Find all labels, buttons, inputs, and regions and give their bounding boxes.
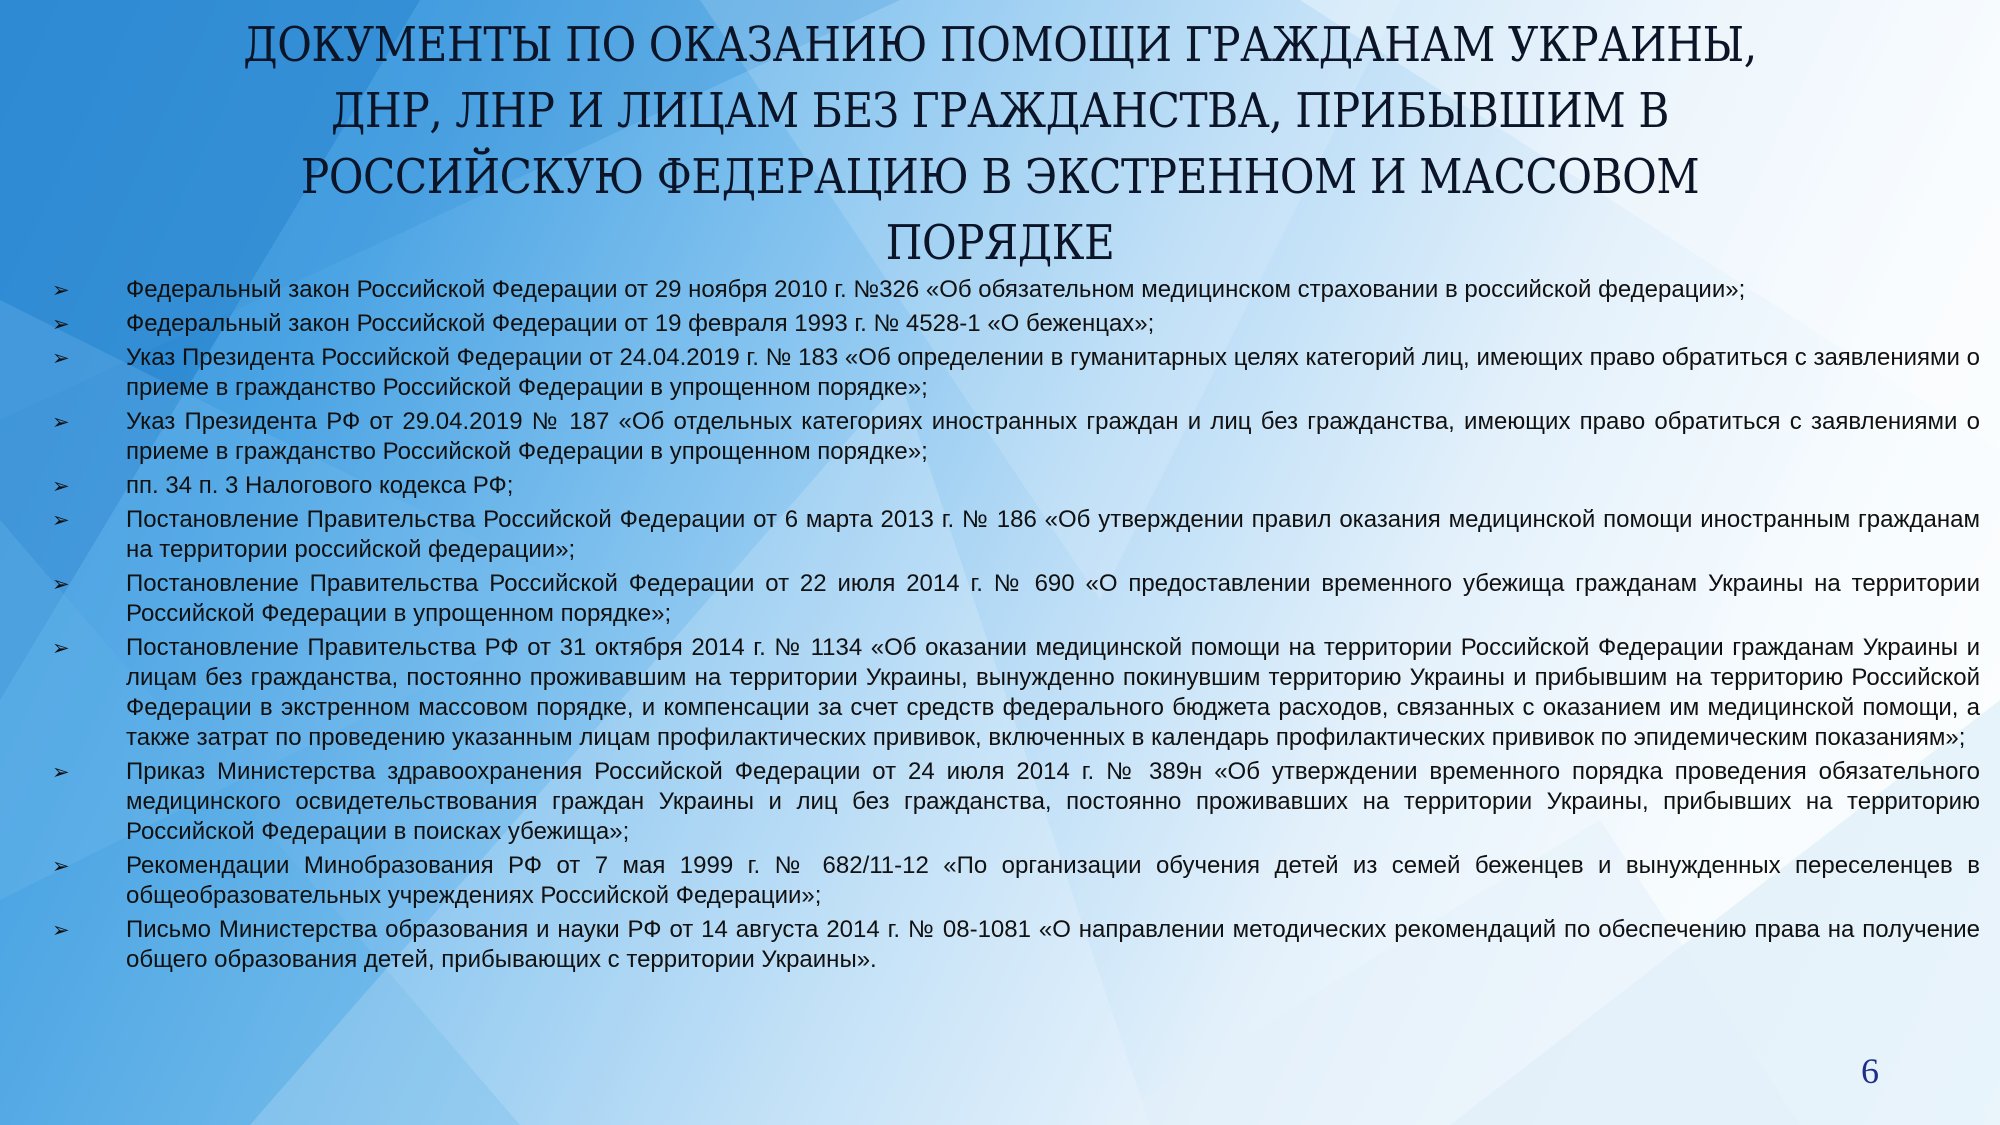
arrowhead-bullet-icon: ➢: [52, 918, 70, 942]
arrowhead-bullet-icon: ➢: [52, 854, 70, 878]
document-text: Постановление Правительства РФ от 31 октября 2014 г. № 1134 «Об оказании медицинской помощи на территории Российской Федерации гражданам Украины и лицам без гражданства, постоянно проживавшим на территории Украины, вынужденно покинувшим территорию Украины и прибывшим на территорию Российской Федерации в экстренном массовом порядке, и компенсации за счет средств федерального бюджета расходов, связанных с оказанием им медицинской помощи, а также затрат по проведению указанным лицам профилактических прививок, включенных в календарь профилактических прививок по эпидемическим показаниям»;: [126, 634, 1980, 751]
page-number: 6: [1861, 1051, 1879, 1091]
list-item: [30, 471, 1980, 501]
document-text: пп. 34 п. 3 Налогового кодекса РФ;: [126, 472, 514, 499]
document-list: [30, 275, 1980, 979]
arrowhead-bullet-icon: ➢: [52, 508, 70, 532]
arrowhead-bullet-icon: ➢: [52, 346, 70, 370]
arrowhead-bullet-icon: ➢: [52, 312, 70, 336]
list-item: [30, 915, 1980, 975]
list-item: [30, 343, 1980, 403]
document-text: Федеральный закон Российской Федерации от 19 февраля 1993 г. № 4528-1 «О беженцах»;: [126, 310, 1155, 337]
list-item: [30, 633, 1980, 753]
document-text: Указ Президента РФ от 29.04.2019 № 187 «Об отдельных категориях иностранных граждан и лиц без гражданства, имеющих право обратиться с заявлениями о приеме в гражданство Российской Федерации в упрощенном порядке»;: [126, 408, 1980, 465]
document-text: Приказ Министерства здравоохранения Российской Федерации от 24 июля 2014 г. № 389н «Об утверждении временного порядка проведения обязательного медицинского освидетельствования граждан Украины и лиц без гражданства, постоянно проживавших на территории Украины, прибывших на территорию Российской Федерации в поисках убежища»;: [126, 758, 1980, 845]
arrowhead-bullet-icon: ➢: [52, 474, 70, 498]
arrowhead-bullet-icon: ➢: [52, 278, 70, 302]
document-text: Указ Президента Российской Федерации от 24.04.2019 г. № 183 «Об определении в гуманитарных целях категорий лиц, имеющих право обратиться с заявлениями о приеме в гражданство Российской Федерации в упрощенном порядке»;: [126, 344, 1980, 401]
arrowhead-bullet-icon: ➢: [52, 636, 70, 660]
document-text: Постановление Правительства Российской Федерации от 22 июля 2014 г. № 690 «О предоставлении временного убежища гражданам Украины на территории Российской Федерации в упрощенном порядке»;: [126, 570, 1980, 627]
page-title: ДОКУМЕНТЫ ПО ОКАЗАНИЮ ПОМОЩИ ГРАЖДАНАМ УКРАИНЫ, ДНР, ЛНР И ЛИЦАМ БЕЗ ГРАЖДАНСТВА, ПРИБЫВШИМ В РОССИЙСКУЮ ФЕДЕРАЦИЮ В ЭКСТРЕННОМ И МАССОВОМ ПОРЯДКЕ: [243, 17, 1757, 271]
list-item: [30, 309, 1980, 339]
document-text: Постановление Правительства Российской Федерации от 6 марта 2013 г. № 186 «Об утверждении правил оказания медицинской помощи иностранным гражданам на территории российской федерации»;: [126, 506, 1980, 563]
list-item: [30, 569, 1980, 629]
list-item: [30, 407, 1980, 467]
list-item: [30, 851, 1980, 911]
list-item: [30, 505, 1980, 565]
document-text: Письмо Министерства образования и науки РФ от 14 августа 2014 г. № 08-1081 «О направлении методических рекомендаций по обеспечению права на получение общего образования детей, прибывающих с территории Украины».: [126, 916, 1980, 973]
arrowhead-bullet-icon: ➢: [52, 410, 70, 434]
document-text: Федеральный закон Российской Федерации от 29 ноября 2010 г. №326 «Об обязательном медицинском страховании в российской федерации»;: [126, 276, 1746, 303]
list-item: [30, 275, 1980, 305]
list-item: [30, 757, 1980, 847]
arrowhead-bullet-icon: ➢: [52, 760, 70, 784]
arrowhead-bullet-icon: ➢: [52, 572, 70, 596]
document-text: Рекомендации Минобразования РФ от 7 мая 1999 г. № 682/11-12 «По организации обучения детей из семей беженцев и вынужденных переселенцев в общеобразовательных учреждениях Российской Федерации»;: [126, 852, 1980, 909]
